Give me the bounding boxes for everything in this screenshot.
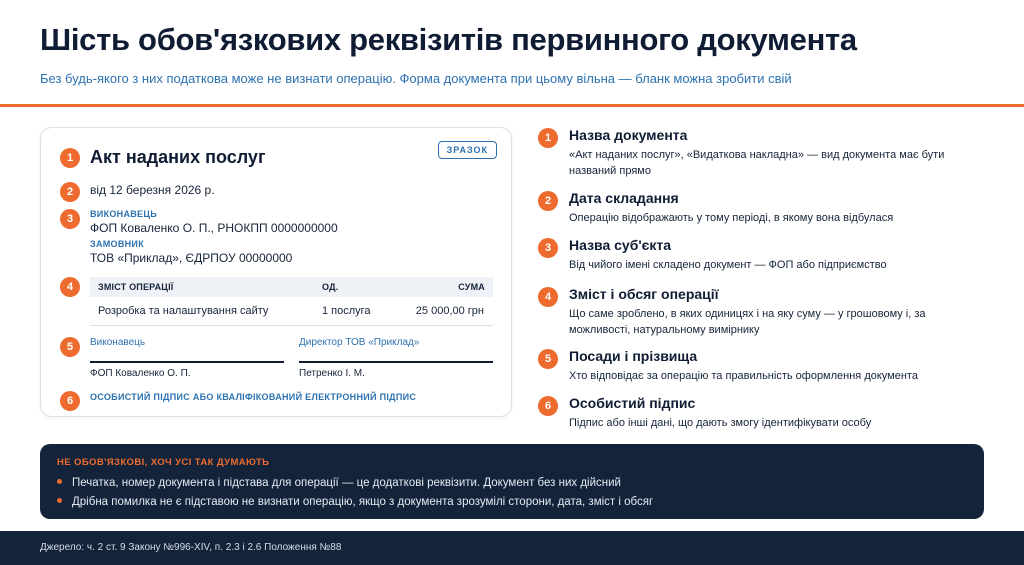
requisite-number: 5	[538, 349, 558, 369]
signature-left-label: Виконавець	[90, 337, 146, 348]
requisite-number: 6	[538, 396, 558, 416]
source-citation: Джерело: ч. 2 ст. 9 Закону №996-XIV, п. 2.3 і 2.6 Положення №88	[40, 542, 342, 553]
requisite-desc: Від чийого імені складено документ — ФОП або підприємство	[569, 259, 887, 271]
signature-left-line	[90, 361, 284, 363]
requisite-number: 4	[538, 287, 558, 307]
note-bullet-text: Печатка, номер документа і підстава для операції — це додаткові реквізити. Документ без них дійсний	[72, 477, 621, 489]
page-title: Шість обов'язкових реквізитів первинного документа	[40, 22, 857, 57]
note-bullet	[57, 496, 653, 508]
signature-right-label: Директор ТОВ «Приклад»	[299, 337, 420, 348]
requisite-number: 2	[538, 191, 558, 211]
signature-note: ОСОБИСТИЙ ПІДПИС АБО КВАЛІФІКОВАНИЙ ЕЛЕКТРОННИЙ ПІДПИС	[90, 392, 417, 402]
signature-right-line	[299, 361, 493, 363]
executor-label: ВИКОНАВЕЦЬ	[90, 209, 158, 219]
signature-left-name: ФОП Коваленко О. П.	[90, 368, 191, 379]
marker-5: 5	[60, 337, 80, 357]
requisite-title: Особистий підпис	[569, 395, 696, 411]
sample-doc-title: Акт наданих послуг	[90, 147, 266, 167]
footer-bar	[0, 531, 1024, 565]
marker-6: 6	[60, 391, 80, 411]
executor-value: ФОП Коваленко О. П., РНОКПП 0000000000	[90, 221, 338, 235]
signature-right-name: Петренко І. М.	[299, 368, 365, 379]
requisite-title: Назва суб'єкта	[569, 237, 672, 253]
requisite-number: 1	[538, 128, 558, 148]
requisite-desc: Що саме зроблено, в яких одиницях і на яку суму — у грошовому і, за можливості, натуральному вимірнику	[569, 308, 926, 336]
customer-label: ЗАМОВНИК	[90, 239, 144, 249]
sample-doc-date: від 12 березня 2026 р.	[90, 183, 215, 197]
customer-value: ТОВ «Приклад», ЄДРПОУ 00000000	[90, 251, 293, 265]
requisite-title: Назва документа	[569, 127, 688, 143]
requisite-desc: Хто відповідає за операцію та правильність оформлення документа	[569, 370, 918, 382]
column-header-sum: СУМА	[458, 282, 485, 292]
marker-1: 1	[60, 148, 80, 168]
note-bullet-text: Дрібна помилка не є підставою не визнати операцію, якщо з документа зрозумілі сторони, дата, зміст і обсяг	[72, 496, 654, 508]
table-cell-sum: 25 000,00 грн	[415, 305, 484, 317]
table-header	[90, 277, 493, 297]
requisite-title: Зміст і обсяг операції	[569, 286, 719, 302]
marker-2: 2	[60, 182, 80, 202]
sample-stamp-badge: ЗРАЗОК	[438, 141, 497, 159]
table-cell-content: Розробка та налаштування сайту	[98, 305, 269, 317]
requisite-desc: Підпис або інші дані, що дають змогу ідентифікувати особу	[569, 417, 872, 429]
accent-divider	[0, 104, 1024, 107]
column-header-unit: ОД.	[322, 282, 339, 292]
table-row-divider	[90, 325, 493, 326]
requisite-number: 3	[538, 238, 558, 258]
sample-document-card	[40, 127, 512, 417]
note-heading: НЕ ОБОВ'ЯЗКОВІ, ХОЧ УСІ ТАК ДУМАЮТЬ	[57, 457, 270, 468]
marker-4: 4	[60, 277, 80, 297]
table-cell-unit: 1 послуга	[322, 305, 371, 317]
column-header-content: ЗМІСТ ОПЕРАЦІЇ	[98, 282, 174, 292]
note-bullet	[57, 477, 621, 489]
bullet-dot-icon	[57, 498, 62, 503]
requisite-title: Посади і прізвища	[569, 348, 698, 364]
requisite-title: Дата складання	[569, 190, 679, 206]
page-subtitle: Без будь-якого з них податкова може не визнати операцію. Форма документа при цьому вільна — бланк можна зробити свій	[40, 71, 792, 86]
requisite-desc: Операцію відображають у тому періоді, в якому вона відбулася	[569, 212, 894, 224]
requisite-desc: «Акт наданих послуг», «Видаткова накладна» — вид документа має бути названий прямо	[569, 149, 945, 177]
optional-requisites-note	[40, 444, 984, 519]
bullet-dot-icon	[57, 479, 62, 484]
marker-3: 3	[60, 209, 80, 229]
